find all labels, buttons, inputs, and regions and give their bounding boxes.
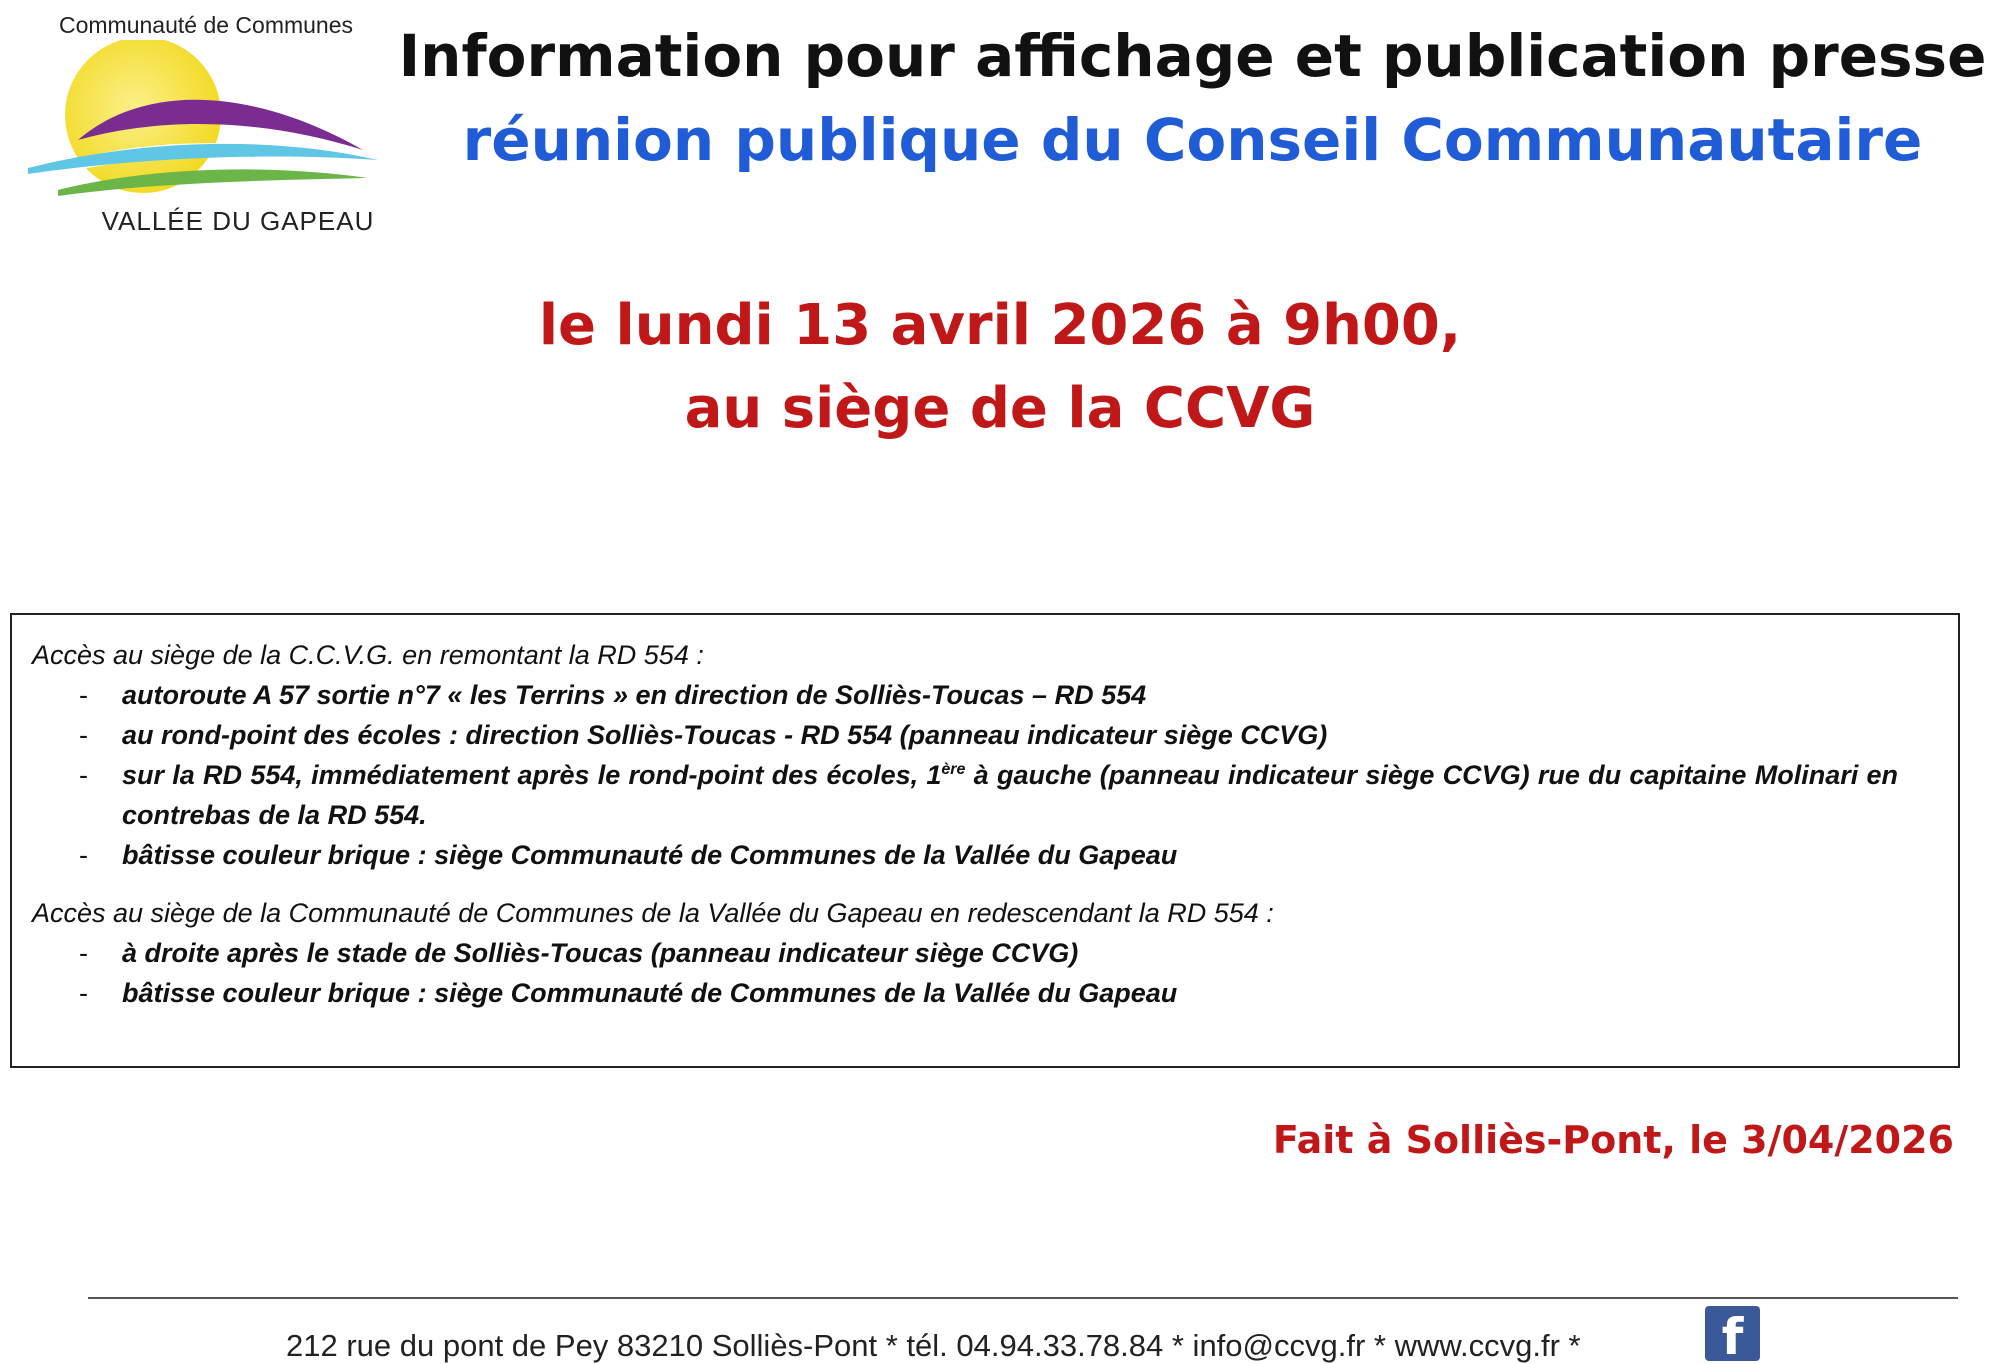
list-item: - bâtisse couleur brique : siège Communauté de Communes de la Vallée du Gapeau	[32, 973, 1898, 1013]
signature-line: Fait à Solliès-Pont, le 3/04/2026	[1272, 1118, 1954, 1162]
footer-divider	[88, 1297, 1958, 1299]
access-box	[10, 613, 1960, 1068]
list-dash: -	[79, 680, 88, 710]
access-list-up	[32, 675, 1898, 875]
logo-bottom-text: VALLÉE DU GAPEAU	[101, 206, 375, 236]
page-title: Information pour affichage et publication presse	[398, 22, 1987, 90]
list-item: - bâtisse couleur brique : siège Communauté de Communes de la Vallée du Gapeau	[32, 835, 1898, 875]
logo-top-text: Communauté de Communes	[58, 12, 354, 38]
meeting-place: au siège de la CCVG	[684, 376, 1316, 441]
list-item: - au rond-point des écoles : direction Solliès-Toucas - RD 554 (panneau indicateur siège CCVG)	[32, 715, 1898, 755]
list-item: - à droite après le stade de Solliès-Toucas (panneau indicateur siège CCVG)	[32, 933, 1898, 973]
logo-graphic	[18, 40, 388, 210]
facebook-icon[interactable]: f	[1705, 1306, 1760, 1361]
list-item: - autoroute A 57 sortie n°7 « les Terrins » en direction de Solliès-Toucas – RD 554	[32, 675, 1898, 715]
logo	[18, 10, 388, 245]
meeting-date: le lundi 13 avril 2026 à 9h00,	[538, 293, 1462, 358]
list-dash: -	[79, 938, 88, 968]
list-dash: -	[79, 720, 88, 750]
list-dash: -	[79, 760, 88, 790]
page-subtitle: réunion publique du Conseil Communautaire	[462, 106, 1923, 174]
footer-contact: 212 rue du pont de Pey 83210 Solliès-Pont * tél. 04.94.33.78.84 * info@ccvg.fr * www.ccvg.fr *	[286, 1328, 1581, 1363]
access-list-down	[32, 933, 1898, 1013]
list-dash: -	[79, 978, 88, 1008]
access-intro-up: Accès au siège de la C.C.V.G. en remontant la RD 554 :	[32, 640, 704, 670]
access-intro-down: Accès au siège de la Communauté de Communes de la Vallée du Gapeau en redescendant la RD 554 :	[32, 898, 1274, 928]
list-item: - sur la RD 554, immédiatement après le rond-point des écoles, 1ère à gauche (panneau indicateur siège CCVG) rue du capitaine Molinari en contrebas de la RD 554.	[32, 755, 1898, 835]
list-dash: -	[79, 840, 88, 870]
